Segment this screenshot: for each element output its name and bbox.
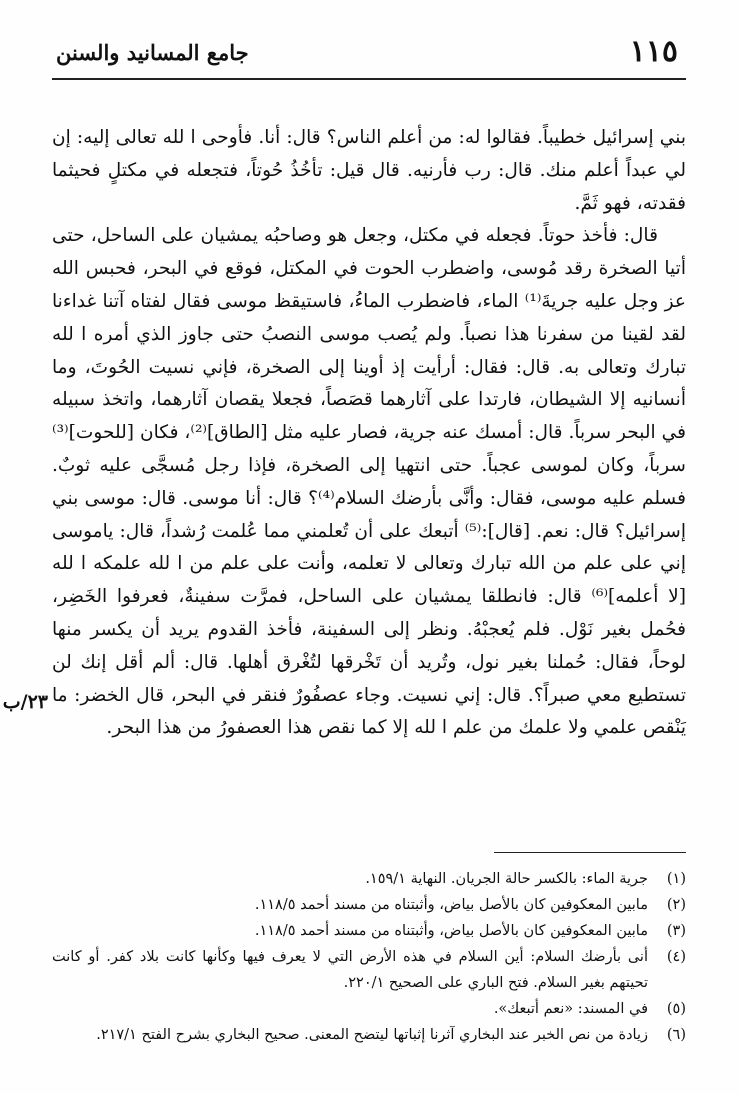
- paragraph: بني إسرائيل خطيباً. فقالوا له: من أعلم الناس؟ قال: أنا. فأوحى ا لله تعالى إليه: إن لي عبداً أعلم منك. قال: رب فأرنيه. قال قيل: تأخُذُ حُوتاً، فتجعله في مكتلٍ فحيثما فقدته، فهو ثَمَّ.: [52, 127, 686, 214]
- header-divider: [52, 78, 686, 80]
- footnote: [52, 918, 686, 944]
- footnote-text: جرية الماء: بالكسر حالة الجريان. النهاية ١٥٩/١.: [365, 871, 648, 887]
- footnote-marker: (٢): [666, 897, 686, 913]
- footnote-text: في المسند: «نعم أتبعك».: [493, 1001, 648, 1017]
- footnote-text: مابين المعكوفين كان بالأصل بياض، وأثبتناه من مسند أحمد ١١٨/٥.: [254, 897, 648, 913]
- page-number: ١١٥: [629, 34, 678, 69]
- main-text: [52, 122, 686, 745]
- footnote: [52, 866, 686, 892]
- footnote: [52, 996, 686, 1022]
- footnote: [52, 1022, 686, 1048]
- paragraph: قال: فأخذ حوتاً. فجعله في مكتل، وجعل هو وصاحبُه يمشيان على الساحل، حتى أتيا الصخرة رقد مُوسى، واضطرب الحوت في المكتل، فوقع في البحر، فحبس الله عز وجل عليه جريةَ⁽¹⁾ الماء، فاضطرب الماءُ، فاستيقظ موسى فقال لفتاه آتنا غداءنا لقد لقينا من سفرنا هذا نصباً. ولم يُصب موسى النصبُ حتى جاوز الذي أمره ا لله تبارك وتعالى به. قال: فقال: أرأيت إذ أوينا إلى الصخرة، فإني نسيت الحُوتَ، وما أنسانيه إلا الشيطان، فارتدا على آثارهما قصَصاً، فجعلا يقصان آثارهما، واتخذ سبيله في البحر سرباً. قال: أمسك عنه جرية، فصار عليه مثل [الطاق]⁽²⁾، فكان [للحوت]⁽³⁾ سرباً، وكان لموسى عجباً. حتى انتهيا إلى الصخرة، فإذا رجل مُسجَّى عليه ثوبٌ. فسلم عليه موسى، فقال: وأنَّى بأرضك السلام⁽⁴⁾؟ قال: أنا موسى. قال: موسى بني إسرائيل؟ قال: نعم. [قال]:⁽⁵⁾ أتبعك على أن تُعلمني مما عُلمت رُشداً، قال: ياموسى إني على علم من الله تبارك وتعالى لا تعلمه، وأنت على علم من ا لله علمكه ا لله [لا أعلمه]⁽⁶⁾ قال: فانطلقا يمشيان على الساحل، فمرَّت سفينةٌ، فعرفوا الخَضِر، فحُمل بغير نَوْل. فلم يُعجبْهُ. ونظر إلى السفينة، فأخذ القدوم يريد أن يكسر منها لوحاً، فقال: حُملنا بغير نول، وتُريد أن تَخْرقها لتُغْرق أهلها. قال: ألم أقل إنك لن تستطيع معي صبراً؟. قال: إني نسيت. وجاء عصفُورٌ فنقر في البحر، قال الخضر: ما يَنْقص علمي ولا علمك من علم ا لله إلا كما نقص هذا العصفورُ من هذا البحر.: [52, 225, 687, 739]
- folio-margin-note: ٢٣/ب: [2, 691, 48, 713]
- footnote-marker: (١): [666, 871, 686, 887]
- page-header: [52, 30, 684, 76]
- footnote-text: مابين المعكوفين كان بالأصل بياض، وأثبتناه من مسند أحمد ١١٨/٥.: [254, 923, 648, 939]
- footnote-text: زيادة من نص الخبر عند البخاري آثرنا إثباتها ليتضح المعنى. صحيح البخاري بشرح الفتح ٢١٧/١.: [96, 1027, 648, 1043]
- footnote-marker: (٦): [666, 1027, 686, 1043]
- footnote-text: أنى بأرضك السلام: أين السلام في هذه الأرض التي لا يعرف فيها وكأنها كانت بلاد كفر. أو كانت تحيتهم بغير السلام. فتح الباري على الصحيح ٢٢٠/١.: [52, 949, 648, 991]
- footnote: [52, 944, 686, 996]
- footnote-marker: (٥): [666, 1001, 686, 1017]
- footnote-divider: [494, 852, 686, 853]
- running-title: جامع المسانيد والسنن: [56, 40, 249, 65]
- footnote-marker: (٤): [666, 949, 686, 965]
- footnotes: [52, 866, 686, 1048]
- footnote: [52, 892, 686, 918]
- footnote-marker: (٣): [666, 923, 686, 939]
